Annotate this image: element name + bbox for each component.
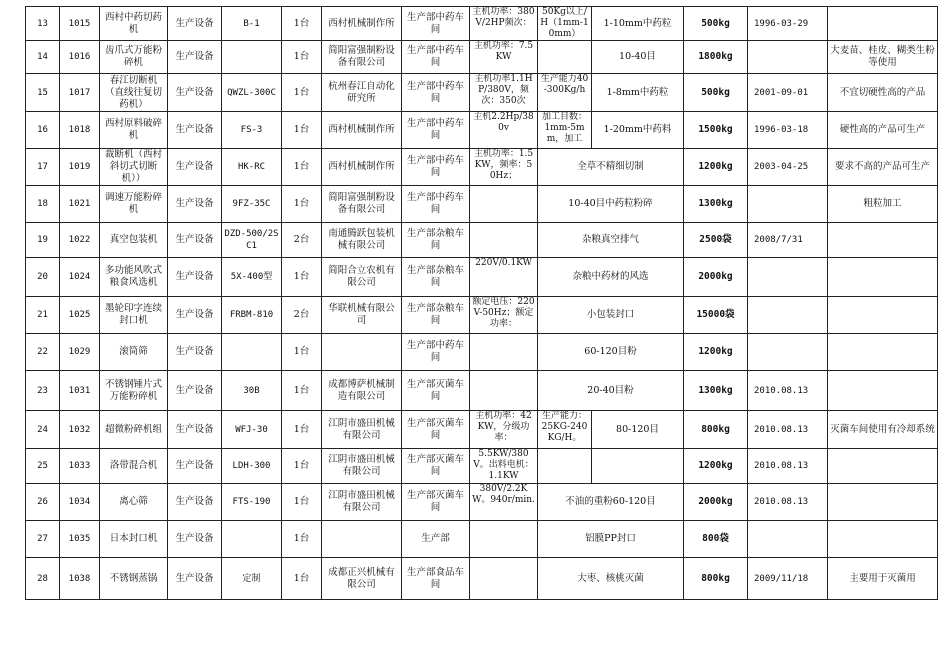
cell-output-size[interactable]: 10-40目 xyxy=(592,41,684,74)
cell-purchase-date[interactable] xyxy=(748,297,828,334)
cell-index[interactable]: 14 xyxy=(26,41,60,74)
cell-index[interactable]: 23 xyxy=(26,371,60,411)
cell-purchase-date[interactable]: 1996-03-18 xyxy=(748,112,828,149)
cell-category[interactable]: 生产设备 xyxy=(168,484,222,521)
cell-model[interactable] xyxy=(222,521,282,558)
table-row xyxy=(26,334,938,371)
cell-code[interactable]: 1035 xyxy=(60,521,100,558)
cell-department[interactable]: 生产部灭菌车间 xyxy=(402,449,470,484)
cell-equipment-name[interactable]: 洛带混合机 xyxy=(100,449,168,484)
table-row xyxy=(26,7,938,41)
cell-purchase-date[interactable]: 2010.08.13 xyxy=(748,449,828,484)
cell-quantity[interactable]: 1台 xyxy=(282,7,322,41)
cell-model[interactable] xyxy=(222,334,282,371)
cell-equipment-name[interactable]: 多功能风吹式粮食风选机 xyxy=(100,258,168,297)
cell-power-spec[interactable]: 主机功率：1.5KW，频率：50Hz； xyxy=(470,149,538,186)
cell-capacity-spec[interactable] xyxy=(538,41,592,74)
cell-model[interactable]: 30B xyxy=(222,371,282,411)
cell-equipment-name[interactable]: 西村原料破碎机 xyxy=(100,112,168,149)
cell-power-spec[interactable] xyxy=(470,223,538,258)
cell-manufacturer[interactable]: 江阴市盛田机械有限公司 xyxy=(322,411,402,449)
cell-purchase-date[interactable]: 2010.08.13 xyxy=(748,411,828,449)
cell-processing-spec[interactable]: 10-40目中药粒粉碎 xyxy=(538,186,684,223)
cell-power-spec[interactable]: 主机2.2Hp/380v xyxy=(470,112,538,149)
cell-category[interactable]: 生产设备 xyxy=(168,186,222,223)
cell-purchase-date[interactable]: 2010.08.13 xyxy=(748,484,828,521)
cell-model[interactable]: LDH-300 xyxy=(222,449,282,484)
cell-daily-capacity[interactable]: 500kg xyxy=(684,7,748,41)
cell-purchase-date[interactable]: 2001-09-01 xyxy=(748,74,828,112)
table-row xyxy=(26,411,938,449)
cell-model[interactable]: FRBM-810 xyxy=(222,297,282,334)
cell-daily-capacity[interactable]: 800kg xyxy=(684,558,748,600)
cell-remarks[interactable] xyxy=(828,484,938,521)
cell-code[interactable]: 1024 xyxy=(60,258,100,297)
cell-category[interactable]: 生产设备 xyxy=(168,149,222,186)
cell-quantity[interactable]: 1台 xyxy=(282,334,322,371)
cell-capacity-spec[interactable]: 生产能力：25KG-240KG/H。 xyxy=(538,411,592,449)
cell-power-spec[interactable]: 主机功率：7.5KW xyxy=(470,41,538,74)
table-row xyxy=(26,521,938,558)
cell-daily-capacity[interactable]: 15000袋 xyxy=(684,297,748,334)
cell-daily-capacity[interactable]: 2000kg xyxy=(684,484,748,521)
cell-quantity[interactable]: 1台 xyxy=(282,149,322,186)
cell-power-spec[interactable]: 380V/2.2KW。940r/min. xyxy=(470,484,538,521)
cell-power-spec[interactable]: 额定电压：220V-50Hz；额定功率： xyxy=(470,297,538,334)
cell-quantity[interactable]: 1台 xyxy=(282,371,322,411)
cell-equipment-name[interactable]: 不锈钢锤片式万能粉碎机 xyxy=(100,371,168,411)
cell-model[interactable]: 9FZ-35C xyxy=(222,186,282,223)
cell-model[interactable]: 5X-400型 xyxy=(222,258,282,297)
cell-category[interactable]: 生产设备 xyxy=(168,74,222,112)
cell-power-spec[interactable] xyxy=(470,558,538,600)
cell-daily-capacity[interactable]: 800kg xyxy=(684,411,748,449)
cell-power-spec[interactable] xyxy=(470,186,538,223)
cell-code[interactable]: 1029 xyxy=(60,334,100,371)
cell-index[interactable]: 15 xyxy=(26,74,60,112)
cell-department[interactable]: 生产部中药车间 xyxy=(402,112,470,149)
cell-processing-spec[interactable]: 杂粮中药材的风选 xyxy=(538,258,684,297)
cell-equipment-name[interactable]: 春江切断机（直线往复切药机） xyxy=(100,74,168,112)
cell-index[interactable]: 27 xyxy=(26,521,60,558)
cell-manufacturer[interactable]: 西村机械制作所 xyxy=(322,149,402,186)
table-row xyxy=(26,297,938,334)
cell-daily-capacity[interactable]: 1300kg xyxy=(684,186,748,223)
table-row xyxy=(26,371,938,411)
cell-code[interactable]: 1017 xyxy=(60,74,100,112)
cell-power-spec[interactable]: 220V/0.1KW xyxy=(470,258,538,297)
cell-department[interactable]: 生产部食品车间 xyxy=(402,558,470,600)
cell-capacity-spec[interactable] xyxy=(538,449,592,484)
cell-category[interactable]: 生产设备 xyxy=(168,7,222,41)
cell-processing-spec[interactable]: 20-40目粉 xyxy=(538,371,684,411)
cell-capacity-spec[interactable]: 加工目数：1mm-5mm，加工 xyxy=(538,112,592,149)
cell-index[interactable]: 19 xyxy=(26,223,60,258)
cell-processing-spec[interactable]: 不油的重粉60-120目 xyxy=(538,484,684,521)
cell-purchase-date[interactable] xyxy=(748,334,828,371)
cell-category[interactable]: 生产设备 xyxy=(168,223,222,258)
cell-equipment-name[interactable]: 墨轮印字连续封口机 xyxy=(100,297,168,334)
cell-equipment-name[interactable]: 调速万能粉碎机 xyxy=(100,186,168,223)
cell-index[interactable]: 20 xyxy=(26,258,60,297)
cell-capacity-spec[interactable]: 50Kg以上/H（1mm-10mm） xyxy=(538,7,592,41)
equipment-table xyxy=(25,6,938,600)
cell-capacity-spec[interactable]: 生产能力40-300Kg/h xyxy=(538,74,592,112)
cell-code[interactable]: 1032 xyxy=(60,411,100,449)
table-row xyxy=(26,41,938,74)
cell-manufacturer[interactable]: 江阴市盛田机械有限公司 xyxy=(322,449,402,484)
cell-manufacturer[interactable] xyxy=(322,334,402,371)
table-row xyxy=(26,223,938,258)
cell-daily-capacity[interactable]: 500kg xyxy=(684,74,748,112)
cell-processing-spec[interactable]: 杂粮真空排气 xyxy=(538,223,684,258)
cell-daily-capacity[interactable]: 2000kg xyxy=(684,258,748,297)
cell-remarks[interactable] xyxy=(828,371,938,411)
cell-code[interactable]: 1038 xyxy=(60,558,100,600)
cell-manufacturer[interactable]: 成都博萨机械制造有限公司 xyxy=(322,371,402,411)
cell-remarks[interactable] xyxy=(828,334,938,371)
cell-model[interactable]: B-1 xyxy=(222,7,282,41)
cell-quantity[interactable]: 1台 xyxy=(282,411,322,449)
cell-equipment-name[interactable]: 超微粉碎机组 xyxy=(100,411,168,449)
cell-manufacturer[interactable]: 杭州春江自动化研究所 xyxy=(322,74,402,112)
cell-index[interactable]: 25 xyxy=(26,449,60,484)
cell-manufacturer[interactable]: 成都正兴机械有限公司 xyxy=(322,558,402,600)
table-row xyxy=(26,186,938,223)
cell-manufacturer[interactable]: 简阳富强制粉设备有限公司 xyxy=(322,41,402,74)
cell-index[interactable]: 22 xyxy=(26,334,60,371)
cell-manufacturer[interactable]: 西村机械制作所 xyxy=(322,112,402,149)
cell-index[interactable]: 18 xyxy=(26,186,60,223)
cell-remarks[interactable]: 要求不高的产品可生产 xyxy=(828,149,938,186)
cell-index[interactable]: 26 xyxy=(26,484,60,521)
cell-index[interactable]: 17 xyxy=(26,149,60,186)
cell-quantity[interactable]: 1台 xyxy=(282,521,322,558)
cell-power-spec[interactable] xyxy=(470,334,538,371)
cell-purchase-date[interactable] xyxy=(748,521,828,558)
cell-department[interactable]: 生产部灭菌车间 xyxy=(402,371,470,411)
cell-category[interactable]: 生产设备 xyxy=(168,449,222,484)
cell-remarks[interactable] xyxy=(828,521,938,558)
cell-equipment-name[interactable]: 西村中药切药机 xyxy=(100,7,168,41)
cell-code[interactable]: 1033 xyxy=(60,449,100,484)
cell-code[interactable]: 1019 xyxy=(60,149,100,186)
cell-purchase-date[interactable]: 2010.08.13 xyxy=(748,371,828,411)
cell-category[interactable]: 生产设备 xyxy=(168,411,222,449)
cell-manufacturer[interactable]: 江阴市盛田机械有限公司 xyxy=(322,484,402,521)
cell-department[interactable]: 生产部中药车间 xyxy=(402,41,470,74)
cell-daily-capacity[interactable]: 1200kg xyxy=(684,149,748,186)
cell-quantity[interactable]: 1台 xyxy=(282,41,322,74)
cell-code[interactable]: 1018 xyxy=(60,112,100,149)
table-row xyxy=(26,149,938,186)
cell-manufacturer[interactable]: 西村机械制作所 xyxy=(322,7,402,41)
cell-processing-spec[interactable]: 60-120目粉 xyxy=(538,334,684,371)
cell-department[interactable]: 生产部中药车间 xyxy=(402,186,470,223)
cell-category[interactable]: 生产设备 xyxy=(168,41,222,74)
cell-remarks[interactable]: 主要用于灭菌用 xyxy=(828,558,938,600)
cell-processing-spec[interactable]: 大枣、核桃灭菌 xyxy=(538,558,684,600)
cell-remarks[interactable] xyxy=(828,258,938,297)
cell-department[interactable]: 生产部灭菌车间 xyxy=(402,411,470,449)
cell-code[interactable]: 1015 xyxy=(60,7,100,41)
cell-power-spec[interactable] xyxy=(470,521,538,558)
cell-department[interactable]: 生产部杂粮车间 xyxy=(402,297,470,334)
cell-quantity[interactable]: 1台 xyxy=(282,74,322,112)
cell-remarks[interactable] xyxy=(828,7,938,41)
cell-code[interactable]: 1034 xyxy=(60,484,100,521)
cell-model[interactable]: FTS-190 xyxy=(222,484,282,521)
cell-remarks[interactable] xyxy=(828,449,938,484)
cell-purchase-date[interactable]: 2009/11/18 xyxy=(748,558,828,600)
cell-model[interactable]: WFJ-30 xyxy=(222,411,282,449)
cell-daily-capacity[interactable]: 1500kg xyxy=(684,112,748,149)
cell-category[interactable]: 生产设备 xyxy=(168,258,222,297)
cell-code[interactable]: 1021 xyxy=(60,186,100,223)
cell-department[interactable]: 生产部中药车间 xyxy=(402,7,470,41)
cell-manufacturer[interactable] xyxy=(322,521,402,558)
cell-equipment-name[interactable]: 裁断机（西村斜切式切断机）） xyxy=(100,149,168,186)
table-row xyxy=(26,74,938,112)
cell-processing-spec[interactable]: 铝膜PP封口 xyxy=(538,521,684,558)
cell-category[interactable]: 生产设备 xyxy=(168,112,222,149)
cell-output-size[interactable]: 1-20mm中药料 xyxy=(592,112,684,149)
cell-manufacturer[interactable]: 华联机械有限公司 xyxy=(322,297,402,334)
cell-processing-spec[interactable]: 全草不精细切制 xyxy=(538,149,684,186)
table-row xyxy=(26,449,938,484)
cell-daily-capacity[interactable]: 2500袋 xyxy=(684,223,748,258)
cell-output-size[interactable]: 1-8mm中药粒 xyxy=(592,74,684,112)
cell-output-size[interactable]: 1-10mm中药粒 xyxy=(592,7,684,41)
table-row xyxy=(26,558,938,600)
cell-remarks[interactable]: 硬性高的产品可生产 xyxy=(828,112,938,149)
cell-manufacturer[interactable]: 简阳富强制粉设备有限公司 xyxy=(322,186,402,223)
cell-purchase-date[interactable]: 2008/7/31 xyxy=(748,223,828,258)
cell-category[interactable]: 生产设备 xyxy=(168,558,222,600)
cell-model[interactable]: HK-RC xyxy=(222,149,282,186)
cell-output-size[interactable]: 80-120目 xyxy=(592,411,684,449)
cell-quantity[interactable]: 1台 xyxy=(282,449,322,484)
cell-remarks[interactable] xyxy=(828,223,938,258)
cell-output-size[interactable] xyxy=(592,449,684,484)
cell-equipment-name[interactable]: 离心筛 xyxy=(100,484,168,521)
table-row xyxy=(26,258,938,297)
cell-purchase-date[interactable]: 1996-03-29 xyxy=(748,7,828,41)
cell-category[interactable]: 生产设备 xyxy=(168,334,222,371)
cell-department[interactable]: 生产部杂粮车间 xyxy=(402,258,470,297)
cell-quantity[interactable]: 1台 xyxy=(282,484,322,521)
cell-category[interactable]: 生产设备 xyxy=(168,297,222,334)
cell-remarks[interactable]: 大麦苗、桂皮、糊类生粉等使用 xyxy=(828,41,938,74)
cell-purchase-date[interactable] xyxy=(748,41,828,74)
cell-remarks[interactable]: 粗粒加工 xyxy=(828,186,938,223)
cell-model[interactable]: FS-3 xyxy=(222,112,282,149)
cell-quantity[interactable]: 1台 xyxy=(282,258,322,297)
cell-equipment-name[interactable]: 滚筒筛 xyxy=(100,334,168,371)
cell-quantity[interactable]: 2台 xyxy=(282,223,322,258)
cell-category[interactable]: 生产设备 xyxy=(168,521,222,558)
cell-department[interactable]: 生产部 xyxy=(402,521,470,558)
cell-quantity[interactable]: 2台 xyxy=(282,297,322,334)
cell-index[interactable]: 13 xyxy=(26,7,60,41)
cell-daily-capacity[interactable]: 800袋 xyxy=(684,521,748,558)
cell-model[interactable]: QWZL-300C xyxy=(222,74,282,112)
cell-equipment-name[interactable]: 日本封口机 xyxy=(100,521,168,558)
cell-department[interactable]: 生产部中药车间 xyxy=(402,334,470,371)
cell-code[interactable]: 1025 xyxy=(60,297,100,334)
cell-department[interactable]: 生产部杂粮车间 xyxy=(402,223,470,258)
cell-manufacturer[interactable]: 南通腾跃包装机械有限公司 xyxy=(322,223,402,258)
cell-quantity[interactable]: 1台 xyxy=(282,112,322,149)
cell-equipment-name[interactable]: 不锈钢蒸锅 xyxy=(100,558,168,600)
cell-manufacturer[interactable]: 简阳合立农机有限公司 xyxy=(322,258,402,297)
cell-power-spec[interactable]: 主机功率：380V/2HP频次： xyxy=(470,7,538,41)
cell-code[interactable]: 1016 xyxy=(60,41,100,74)
cell-purchase-date[interactable] xyxy=(748,186,828,223)
cell-department[interactable]: 生产部中药车间 xyxy=(402,74,470,112)
cell-quantity[interactable]: 1台 xyxy=(282,186,322,223)
cell-index[interactable]: 28 xyxy=(26,558,60,600)
cell-model[interactable] xyxy=(222,41,282,74)
cell-remarks[interactable]: 不宜切硬性高的产品 xyxy=(828,74,938,112)
cell-model[interactable]: 定制 xyxy=(222,558,282,600)
cell-power-spec[interactable]: 主机功率1.1HP/380V，频次：350次 xyxy=(470,74,538,112)
cell-power-spec[interactable] xyxy=(470,371,538,411)
cell-code[interactable]: 1031 xyxy=(60,371,100,411)
cell-index[interactable]: 24 xyxy=(26,411,60,449)
cell-daily-capacity[interactable]: 1200kg xyxy=(684,449,748,484)
cell-processing-spec[interactable]: 小包装封口 xyxy=(538,297,684,334)
cell-quantity[interactable]: 1台 xyxy=(282,558,322,600)
table-row xyxy=(26,112,938,149)
cell-remarks[interactable]: 灭菌车间使用有冷却系统 xyxy=(828,411,938,449)
cell-daily-capacity[interactable]: 1200kg xyxy=(684,334,748,371)
cell-model[interactable]: DZD-500/2SC1 xyxy=(222,223,282,258)
cell-remarks[interactable] xyxy=(828,297,938,334)
cell-category[interactable]: 生产设备 xyxy=(168,371,222,411)
cell-index[interactable]: 21 xyxy=(26,297,60,334)
cell-power-spec[interactable]: 主机功率：42KW，分级功率： xyxy=(470,411,538,449)
cell-equipment-name[interactable]: 齿爪式万能粉碎机 xyxy=(100,41,168,74)
cell-daily-capacity[interactable]: 1800kg xyxy=(684,41,748,74)
cell-index[interactable]: 16 xyxy=(26,112,60,149)
table-row xyxy=(26,484,938,521)
cell-equipment-name[interactable]: 真空包装机 xyxy=(100,223,168,258)
cell-purchase-date[interactable] xyxy=(748,258,828,297)
cell-code[interactable]: 1022 xyxy=(60,223,100,258)
cell-power-spec[interactable]: 5.5KW/380V。出料电机：1.1KW xyxy=(470,449,538,484)
cell-purchase-date[interactable]: 2003-04-25 xyxy=(748,149,828,186)
cell-department[interactable]: 生产部灭菌车间 xyxy=(402,484,470,521)
cell-daily-capacity[interactable]: 1300kg xyxy=(684,371,748,411)
cell-department[interactable]: 生产部中药车间 xyxy=(402,149,470,186)
